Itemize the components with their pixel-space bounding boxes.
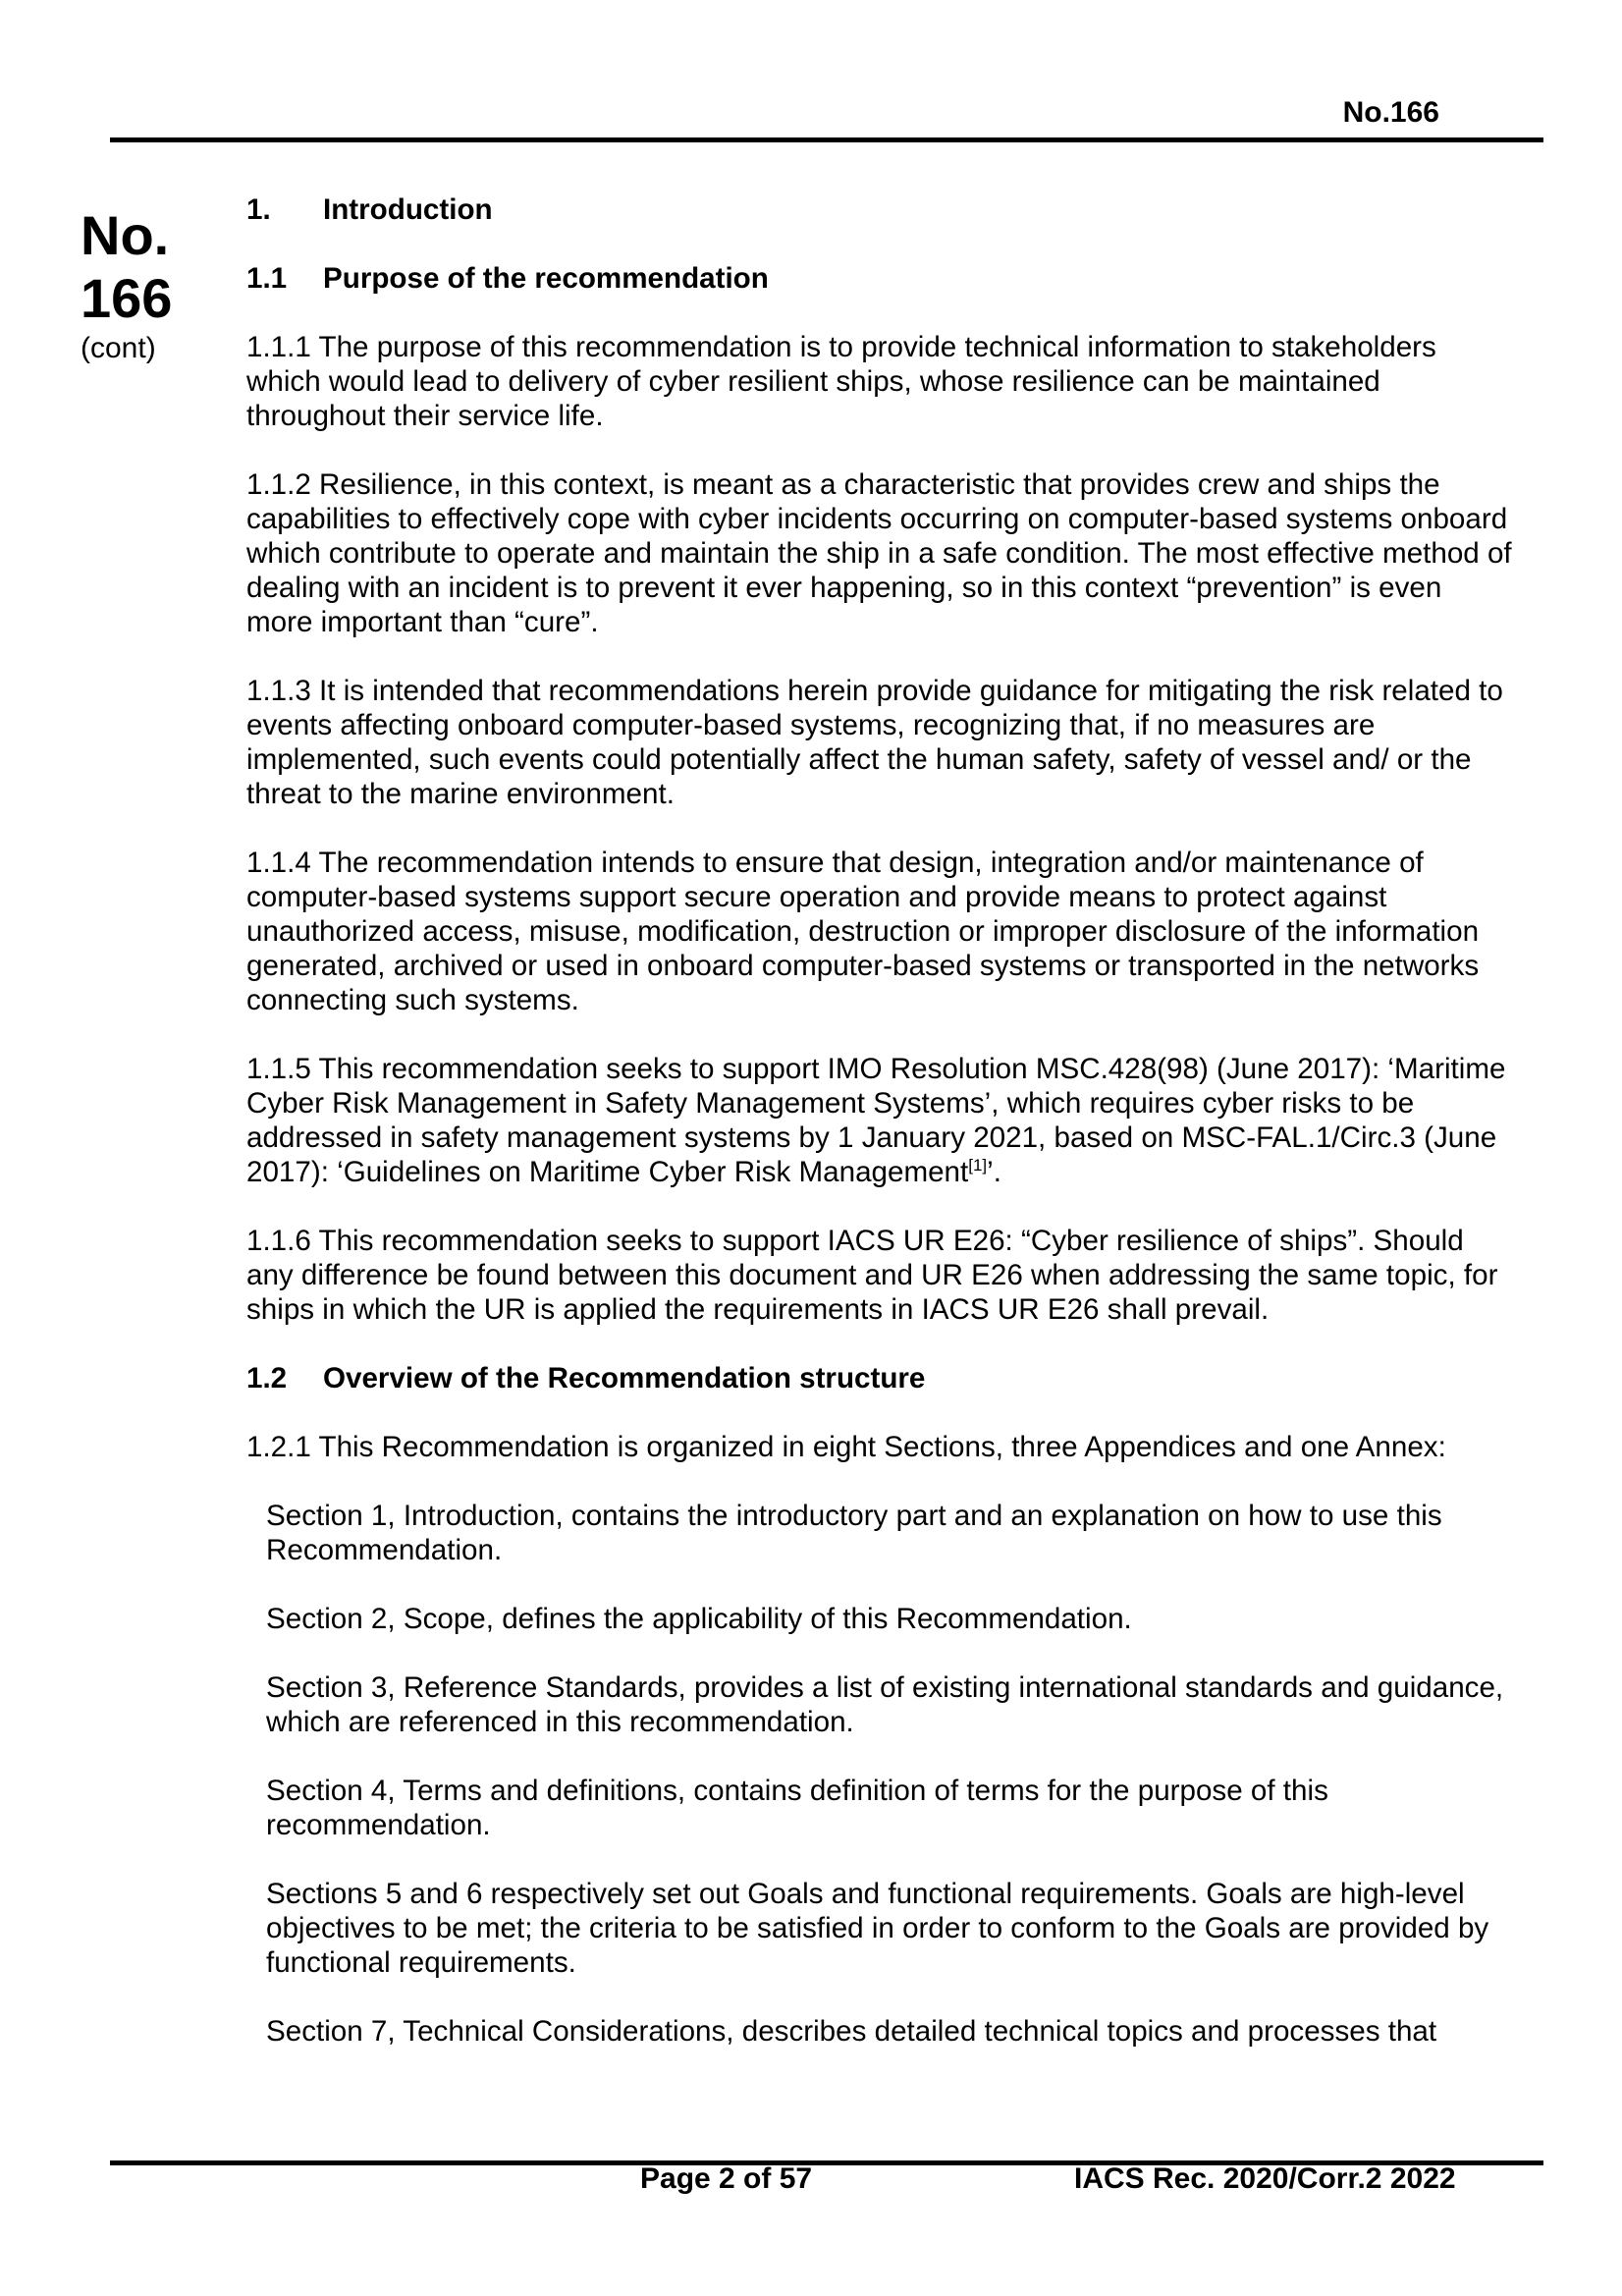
heading-number: 1.1 — [246, 262, 288, 295]
heading-title: Introduction — [323, 193, 493, 226]
paragraph-text-end: ’. — [987, 1156, 1001, 1188]
side-cont-label: (cont) — [81, 332, 156, 364]
section-description: Section 4, Terms and definitions, contains definition of terms for the purpose of this recommendation. — [266, 1775, 1328, 1841]
paragraph-1-2-1: 1.2.1 This Recommendation is organized in eight Sections, three Appendices and one Annex: — [246, 1431, 1446, 1463]
paragraph-1-1-5 — [246, 1052, 1513, 1189]
section-description: Section 7, Technical Considerations, describes detailed technical topics and processes that — [266, 2015, 1437, 2048]
document-body — [246, 192, 1513, 2083]
heading-title: Overview of the Recommendation structure — [323, 1362, 926, 1394]
paragraph-1-1-2: 1.1.2 Resilience, in this context, is meant as a characteristic that provides crew and ships the capabilities to effectively cope with cyber incidents occurring on computer-based systems onboard which contribute to operate and maintain the ship in a safe condition. The most effective method of dealing with an incident is to prevent it ever happening, so in this context “prevention” is even more important than “cure”. — [246, 468, 1512, 638]
heading-title: Purpose of the recommendation — [323, 262, 769, 295]
heading-number: 1. — [246, 193, 271, 226]
side-label-line1: No. — [81, 204, 170, 266]
section-description: Section 3, Reference Standards, provides a list of existing international standards and guidance, which are referenced in this recommendation. — [266, 1671, 1504, 1738]
paragraph-text: 1.1.5 This recommendation seeks to support IMO Resolution MSC.428(98) (June 2017): ‘Maritime Cyber Risk Management in Safety Management Systems’, which requires cyber risks to be addressed in safety management systems by 1 January 2021, based on MSC-FAL.1/Circ.3 (June 2017): ‘Guidelines on Maritime Cyber Risk Management — [246, 1053, 1506, 1188]
section-description: Section 1, Introduction, contains the introductory part and an explanation on how to use this Recommendation. — [266, 1500, 1442, 1566]
paragraph-1-1-3: 1.1.3 It is intended that recommendations herein provide guidance for mitigating the risk related to events affecting onboard computer-based systems, recognizing that, if no measures are implemented, such events could potentially affect the human safety, safety of vessel and/ or the threat to the marine environment. — [246, 675, 1503, 810]
side-doc-label — [81, 204, 183, 330]
paragraph-1-1-1: 1.1.1 The purpose of this recommendation is to provide technical information to stakeholders which would lead to delivery of cyber resilient ships, whose resilience can be maintained throughout their service life. — [246, 331, 1436, 432]
footer-page-number: Page 2 of 57 — [640, 2162, 813, 2195]
header-doc-number: No.166 — [1342, 96, 1439, 129]
section-description: Section 2, Scope, defines the applicability of this Recommendation. — [266, 1603, 1132, 1635]
section-description: Sections 5 and 6 respectively set out Goals and functional requirements. Goals are high-level objectives to be met; the criteria to be satisfied in order to conform to the Goals are provided by functional requirements. — [266, 1878, 1489, 1979]
heading-introduction — [246, 192, 1513, 227]
heading-purpose — [246, 261, 1513, 296]
heading-number: 1.2 — [246, 1362, 288, 1394]
paragraph-1-1-4: 1.1.4 The recommendation intends to ensure that design, integration and/or maintenance of computer-based systems support secure operation and provide means to protect against unauthorized access, misuse, modification, destruction or improper disclosure of the information generated, archived or used in onboard computer-based systems or transported in the networks connecting such systems. — [246, 847, 1480, 1016]
paragraph-1-1-6: 1.1.6 This recommendation seeks to support IACS UR E26: “Cyber resilience of ships”. Should any difference be found between this document and UR E26 when addressing the same topic, for ships in which the UR is applied the requirements in IACS UR E26 shall prevail. — [246, 1225, 1498, 1326]
footnote-reference[interactable]: [1] — [968, 1156, 988, 1175]
side-label-line2: 166 — [81, 267, 173, 329]
heading-overview — [246, 1361, 1513, 1395]
footer-doc-reference: IACS Rec. 2020/Corr.2 2022 — [1074, 2162, 1456, 2195]
header-rule — [110, 137, 1543, 142]
